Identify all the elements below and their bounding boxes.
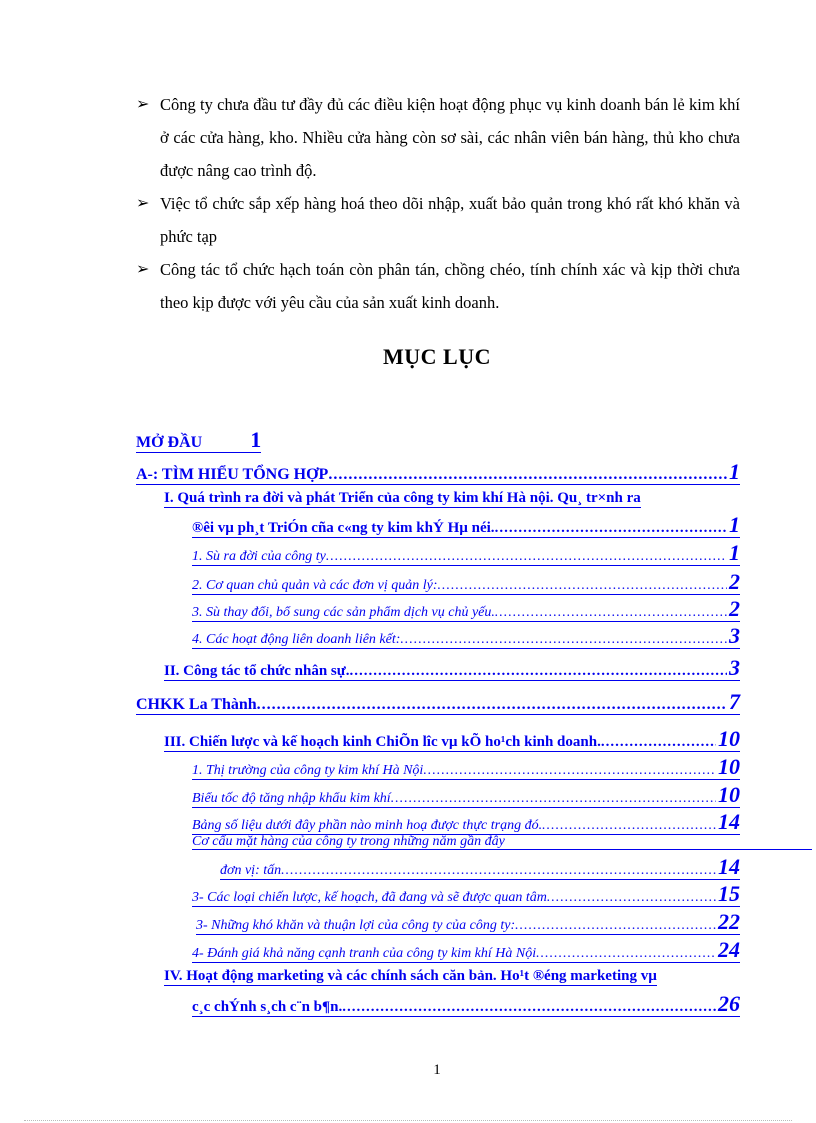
- bullet-item: ➢ Việc tổ chức sắp xếp hàng hoá theo dõi nhập, xuất bảo quản trong khó rất khó khăn và phức tạp: [136, 187, 740, 253]
- toc-link-i[interactable]: ®êi vµ ph¸t TriÓn cña c«ng ty kim khÝ Hµ néi. ..... 1: [192, 513, 740, 538]
- toc-link-bang[interactable]: Bảng số liệu dưới đây phần nào minh hoạ được thực trạng đó. ..... 14: [192, 810, 740, 835]
- toc-link-iii[interactable]: III. Chiến lược và kế hoạch kinh ChiÕn lîc vµ kÕ ho¹ch kinh doanh. ..... 10: [164, 727, 740, 752]
- toc-link-iv[interactable]: c¸c chÝnh s¸ch c¨n b¶n. ..... 26: [192, 992, 740, 1017]
- toc-link-iii3a[interactable]: 3- Các loại chiến lược, kế hoạch, đã đang và sẽ được quan tâm ..... 15: [192, 882, 740, 907]
- arrow-bullet-icon: ➢: [136, 261, 150, 278]
- toc-link-mo-dau[interactable]: MỞ ĐẦU 1: [136, 427, 262, 452]
- toc-link-bieu[interactable]: Biểu tốc độ tăng nhập khẩu kim khí ..... 10: [192, 783, 740, 808]
- toc-link-cocau-line1[interactable]: Cơ cấu mặt hàng của công ty trong những năm gần đây: [192, 834, 812, 850]
- toc-link-chkk[interactable]: CHKK La Thành ..... 7: [136, 690, 740, 715]
- toc-link-i3[interactable]: 3. Sù thay đổi, bổ sung các sản phẩm dịch vụ chủ yếu. ..... 2: [192, 597, 740, 622]
- bullet-item: ➢ Công ty chưa đầu tư đầy đủ các điều kiện hoạt động phục vụ kinh doanh bán lẻ kim khí ở các cửa hàng, kho. Nhiều cửa hàng còn sơ sài, các nhân viên bán hàng, thủ kho chưa được nâng cao trình độ.: [136, 88, 740, 187]
- arrow-bullet-icon: ➢: [136, 96, 150, 113]
- toc-link-ii[interactable]: II. Công tác tổ chức nhân sự. ..... 3: [164, 656, 740, 681]
- toc-link-i1[interactable]: 1. Sù ra đời của công ty ..... 1: [192, 541, 740, 566]
- toc-link-iii3b[interactable]: 3- Những khó khăn và thuận lợi của công ty của công ty: ..... 22: [196, 910, 740, 935]
- toc-link-iv-line1[interactable]: IV. Hoạt động marketing và các chính sách căn bản. Ho¹t ®éng marketing vµ: [164, 968, 657, 984]
- toc-link-i2[interactable]: 2. Cơ quan chủ quản và các đơn vị quản lý: ..... 2: [192, 570, 740, 595]
- toc-link-i-line1[interactable]: I. Quá trình ra đời và phát Triển của công ty kim khí Hà nội. Qu¸ tr×nh ra: [164, 490, 641, 506]
- toc-link-iii1[interactable]: 1. Thị trường của công ty kim khí Hà Nội ..... 10: [192, 755, 740, 780]
- page-number: 1: [433, 1062, 441, 1078]
- toc-link-iii4[interactable]: 4- Đánh giá khả năng cạnh tranh của công ty kim khí Hà Nội ..... 24: [192, 938, 740, 963]
- page-bottom-divider: [24, 1120, 792, 1121]
- bullet-item: ➢ Công tác tổ chức hạch toán còn phân tán, chồng chéo, tính chính xác và kịp thời chưa theo kịp được với yêu cầu của sản xuất kinh doanh.: [136, 253, 740, 319]
- toc-title: MỤC LỤC: [383, 344, 491, 369]
- toc-link-a[interactable]: A-: TÌM HIỂU TỔNG HỢP ..... 1: [136, 460, 740, 485]
- arrow-bullet-icon: ➢: [136, 195, 150, 212]
- toc-link-cocau[interactable]: đơn vị: tấn ..... 14: [220, 855, 740, 880]
- toc-link-i4[interactable]: 4. Các hoạt động liên doanh liên kết: ..... 3: [192, 624, 740, 649]
